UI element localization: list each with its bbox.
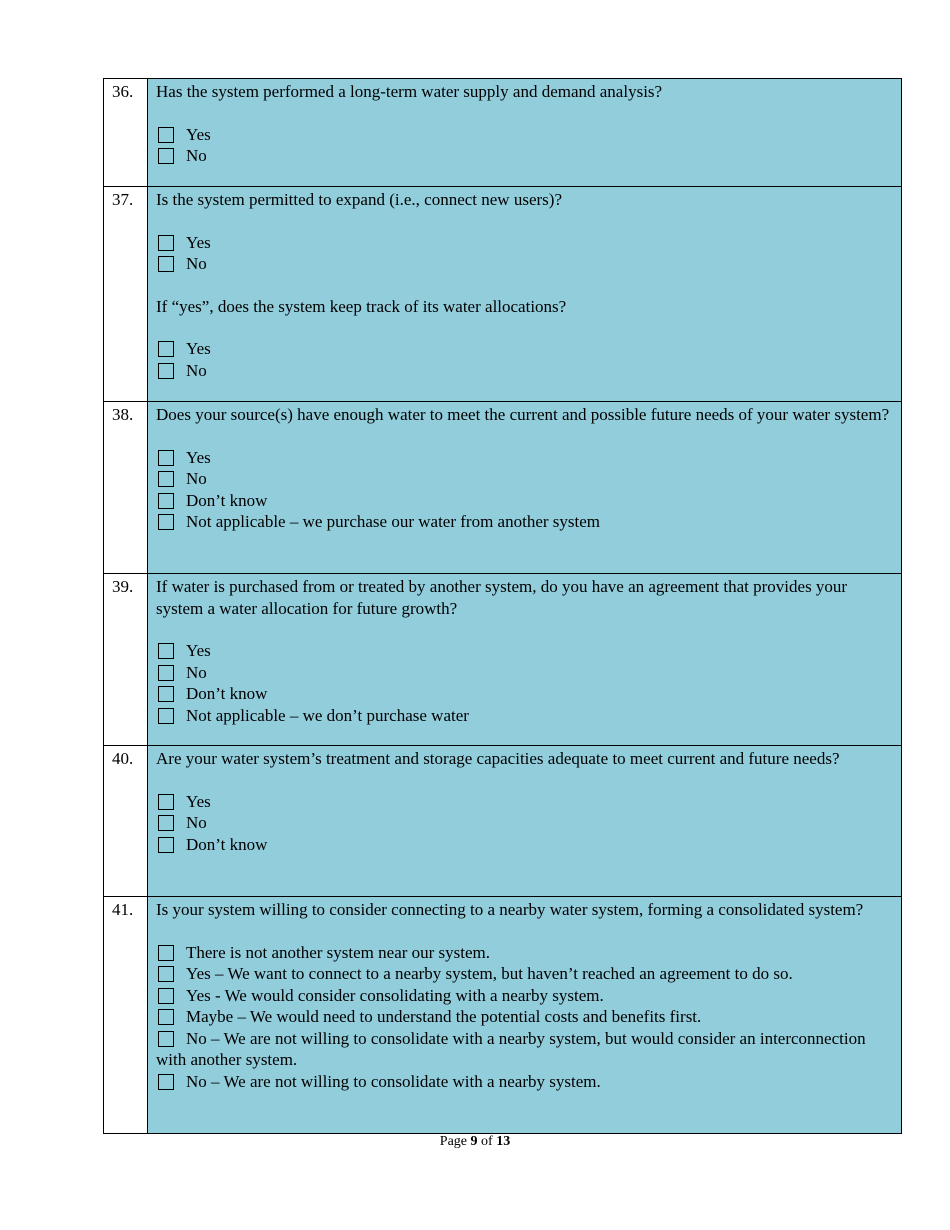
answer-option[interactable] (156, 963, 893, 985)
option-label: No – We are not willing to consolidate with a nearby system. (186, 1071, 601, 1091)
answer-option[interactable] (156, 705, 893, 727)
checkbox[interactable] (158, 988, 174, 1004)
question-text: Are your water system’s treatment and storage capacities adequate to meet current and future needs? (156, 749, 840, 768)
page-footer (0, 1134, 950, 1150)
footer-page-label: Page (439, 1134, 468, 1149)
option-label: Yes (186, 339, 211, 358)
checkbox[interactable] (158, 514, 174, 530)
option-label: There is not another system near our system. (186, 942, 491, 962)
option-label: Yes (186, 791, 211, 811)
answer-option[interactable] (156, 683, 893, 705)
question-text: Is your system willing to consider connecting to a nearby water system, forming a consolidated system? (156, 900, 864, 919)
option-label: Yes (186, 447, 211, 467)
question-text: Is the system permitted to expand (i.e., connect new users)? (156, 190, 562, 209)
answer-option[interactable] (156, 1071, 893, 1093)
checkbox[interactable] (158, 966, 174, 982)
checkbox[interactable] (158, 1009, 174, 1025)
question-content (148, 746, 902, 897)
answer-option[interactable] (156, 662, 893, 684)
question-row (104, 746, 902, 897)
questionnaire-table (103, 78, 902, 1134)
option-label: No (186, 146, 207, 165)
answer-option[interactable] (156, 1006, 893, 1028)
answer-option[interactable] (156, 511, 893, 533)
option-label: Maybe – We would need to understand the potential costs and benefits first. (186, 1007, 702, 1026)
answer-option[interactable] (156, 1028, 893, 1071)
checkbox[interactable] (158, 127, 174, 143)
question-content (148, 897, 902, 1134)
question-content (148, 187, 902, 402)
checkbox[interactable] (158, 794, 174, 810)
checkbox[interactable] (158, 471, 174, 487)
checkbox[interactable] (158, 341, 174, 357)
answer-option[interactable] (156, 124, 893, 146)
question-number: 38. (104, 402, 148, 574)
checkbox[interactable] (158, 363, 174, 379)
question-content (148, 402, 902, 574)
question-content (148, 574, 902, 746)
question-number: 37. (104, 187, 148, 402)
checkbox[interactable] (158, 686, 174, 702)
option-label: Yes – We want to connect to a nearby system, but haven’t reached an agreement to do so. (186, 964, 793, 983)
answer-option[interactable] (156, 640, 893, 662)
answer-option[interactable] (156, 253, 893, 275)
footer-total-pages: 13 (496, 1134, 511, 1149)
checkbox[interactable] (158, 256, 174, 272)
question-row (104, 79, 902, 187)
option-label: No – We are not willing to consolidate with a nearby system, but would consider an interconnection with another system. (156, 1028, 866, 1069)
checkbox[interactable] (158, 148, 174, 164)
option-label: Don’t know (186, 834, 268, 854)
checkbox[interactable] (158, 665, 174, 681)
question-number: 39. (104, 574, 148, 746)
option-label: No (186, 469, 207, 488)
option-label: Yes (186, 641, 211, 660)
checkbox[interactable] (158, 837, 174, 853)
answer-option[interactable] (156, 468, 893, 490)
option-label: Yes - We would consider consolidating with a nearby system. (186, 985, 604, 1005)
answer-option[interactable] (156, 338, 893, 360)
option-label: Not applicable – we purchase our water from another system (186, 512, 600, 531)
question-row (104, 402, 902, 574)
checkbox[interactable] (158, 815, 174, 831)
footer-of-label: of (481, 1134, 493, 1149)
answer-option[interactable] (156, 232, 893, 254)
question-row (104, 897, 902, 1134)
question-text: If “yes”, does the system keep track of its water allocations? (156, 296, 567, 316)
answer-option[interactable] (156, 812, 893, 834)
checkbox[interactable] (158, 643, 174, 659)
answer-option[interactable] (156, 447, 893, 469)
checkbox[interactable] (158, 945, 174, 961)
checkbox[interactable] (158, 1031, 174, 1047)
checkbox[interactable] (158, 708, 174, 724)
option-label: Yes (186, 124, 211, 144)
question-text: If water is purchased from or treated by another system, do you have an agreement that provides your system a water allocation for future growth? (156, 577, 848, 618)
option-label: Don’t know (186, 684, 268, 703)
question-text: Does your source(s) have enough water to meet the current and possible future needs of your water system? (156, 405, 890, 424)
question-number: 36. (104, 79, 148, 187)
question-number: 40. (104, 746, 148, 897)
question-content (148, 79, 902, 187)
answer-option[interactable] (156, 360, 893, 382)
question-number: 41. (104, 897, 148, 1134)
checkbox[interactable] (158, 450, 174, 466)
option-label: No (186, 662, 207, 682)
question-row (104, 187, 902, 402)
footer-page-number: 9 (470, 1134, 478, 1149)
answer-option[interactable] (156, 490, 893, 512)
checkbox[interactable] (158, 493, 174, 509)
answer-option[interactable] (156, 145, 893, 167)
option-label: Don’t know (186, 490, 268, 510)
answer-option[interactable] (156, 942, 893, 964)
option-label: No (186, 254, 207, 273)
checkbox[interactable] (158, 235, 174, 251)
question-row (104, 574, 902, 746)
option-label: No (186, 360, 207, 380)
answer-option[interactable] (156, 791, 893, 813)
answer-option[interactable] (156, 985, 893, 1007)
option-label: Yes (186, 232, 211, 252)
question-text: Has the system performed a long-term water supply and demand analysis? (156, 82, 663, 101)
option-label: No (186, 813, 207, 832)
checkbox[interactable] (158, 1074, 174, 1090)
answer-option[interactable] (156, 834, 893, 856)
option-label: Not applicable – we don’t purchase water (186, 705, 469, 725)
